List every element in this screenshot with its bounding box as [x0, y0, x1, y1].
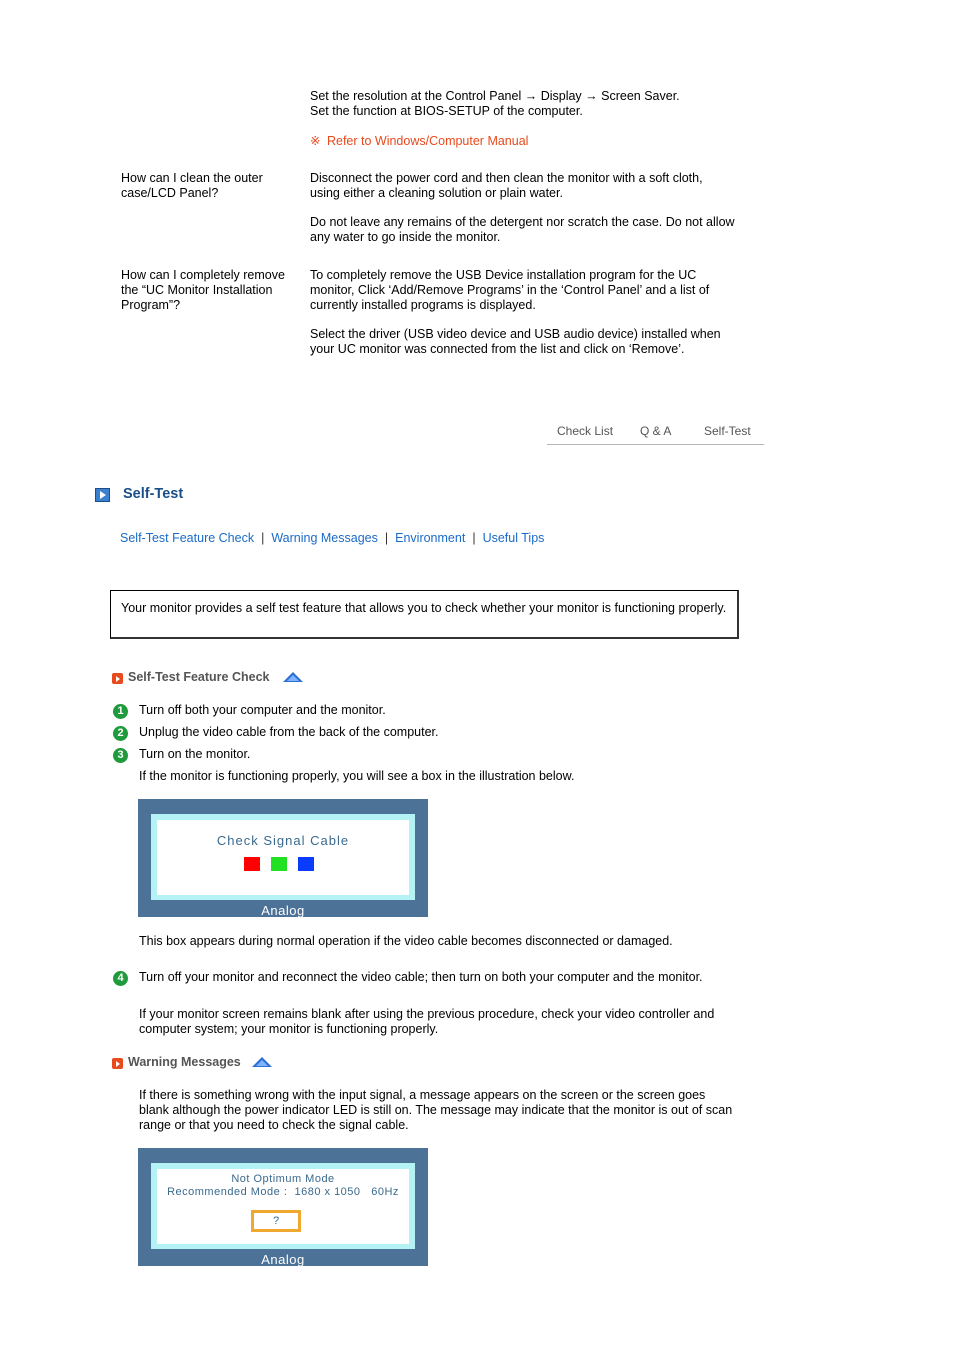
- color-swatch-green: [271, 857, 287, 871]
- after-osd-text: This box appears during normal operation if the video cable becomes disconnected or damaged.: [139, 934, 673, 948]
- resolution-answer: [310, 89, 740, 119]
- faq-answer-clean-1: Disconnect the power cord and then clean the monitor with a soft cloth, using either a cleaning solution or plain water.: [310, 171, 703, 200]
- step-4-note: If your monitor screen remains blank after using the previous procedure, check your video controller and computer system; your monitor is functioning properly.: [139, 1007, 715, 1036]
- tab-self-test[interactable]: Self-Test: [704, 424, 751, 438]
- osd-help-button[interactable]: ?: [251, 1210, 301, 1232]
- warning-heading: Warning Messages: [128, 1055, 241, 1069]
- step-number-2: 2: [113, 726, 128, 741]
- faq-answer-remove-1: To completely remove the USB Device installation program for the UC monitor, Click ‘Add/Remove Programs’ in the ‘Control Panel’ and a list of currently installed programs is displayed.: [310, 268, 710, 312]
- osd-footer: Analog: [261, 1252, 305, 1267]
- link-self-test-feature-check[interactable]: Self-Test Feature Check: [120, 531, 255, 545]
- section-title: Self-Test: [123, 486, 184, 502]
- osd-line-1: Not Optimum Mode: [231, 1173, 335, 1185]
- intro-text: Your monitor provides a self test feature that allows you to check whether your monitor is functioning properly.: [121, 601, 727, 615]
- osd-line-2: Recommended Mode : 1680 x 1050 60Hz: [167, 1186, 399, 1198]
- subsection-arrow-icon: [112, 1058, 123, 1069]
- osd-check-signal: [138, 799, 428, 917]
- link-separator: |: [384, 531, 389, 545]
- color-swatch-red: [244, 857, 260, 871]
- intro-box: [110, 590, 739, 639]
- feature-check-heading: Self-Test Feature Check: [128, 670, 270, 684]
- link-separator: |: [261, 531, 265, 545]
- tab-q-and-a[interactable]: Q & A: [640, 424, 672, 438]
- link-separator: |: [472, 531, 476, 545]
- step-text-2: Unplug the video cable from the back of the computer.: [139, 725, 439, 739]
- warning-text: If there is something wrong with the input signal, a message appears on the screen or the screen goes blank although the power indicator LED is still on. The message may indicate that the monitor is out of scan range or that you need to check the signal cable.: [139, 1088, 733, 1132]
- faq-question-remove: How can I completely remove the “UC Monitor Installation Program”?: [121, 268, 285, 312]
- step-number-3: 3: [113, 748, 128, 763]
- note-mark-icon: ※: [310, 134, 321, 148]
- color-swatch-blue: [298, 857, 314, 871]
- section-links: [120, 531, 544, 545]
- resolution-line-2: Set the function at BIOS-SETUP of the computer.: [310, 104, 583, 118]
- step-text-4: Turn off your monitor and reconnect the video cable; then turn on both your computer and the monitor.: [139, 970, 703, 984]
- section-tabs: [547, 418, 764, 445]
- step-text-1: Turn off both your computer and the monitor.: [139, 703, 386, 717]
- osd-border: [151, 814, 415, 900]
- step-text-3: Turn on the monitor.: [139, 747, 251, 761]
- step-number-1: 1: [113, 704, 128, 719]
- back-to-top-icon[interactable]: [252, 1057, 272, 1068]
- osd-not-optimum: [138, 1148, 428, 1266]
- osd-panel: [157, 820, 409, 895]
- step-number-4: 4: [113, 971, 128, 986]
- resolution-line-1: Set the resolution at the Control Panel → Display → Screen Saver.: [310, 89, 680, 103]
- step-3-note: If the monitor is functioning properly, you will see a box in the illustration below.: [139, 769, 575, 783]
- faq-answer-remove-2: Select the driver (USB video device and USB audio device) installed when your UC monitor was connected from the list and click on ‘Remove’.: [310, 327, 721, 356]
- osd-border: [151, 1163, 415, 1249]
- link-useful-tips[interactable]: Useful Tips: [482, 531, 545, 545]
- osd-footer: Analog: [261, 903, 305, 918]
- link-environment[interactable]: Environment: [395, 531, 466, 545]
- osd-panel: [157, 1169, 409, 1244]
- manual-note: [310, 134, 528, 149]
- note-text: Refer to Windows/Computer Manual: [326, 134, 529, 148]
- tab-check-list[interactable]: Check List: [557, 424, 614, 438]
- back-to-top-icon[interactable]: [283, 672, 303, 683]
- faq-question-clean: How can I clean the outer case/LCD Panel?: [121, 171, 263, 200]
- osd-message: Check Signal Cable: [216, 833, 350, 848]
- faq-answer-clean-2: Do not leave any remains of the detergent nor scratch the case. Do not allow any water to go inside the monitor.: [310, 215, 735, 244]
- subsection-arrow-icon: [112, 673, 123, 684]
- section-title-icon: [95, 488, 110, 502]
- link-warning-messages[interactable]: Warning Messages: [271, 531, 378, 545]
